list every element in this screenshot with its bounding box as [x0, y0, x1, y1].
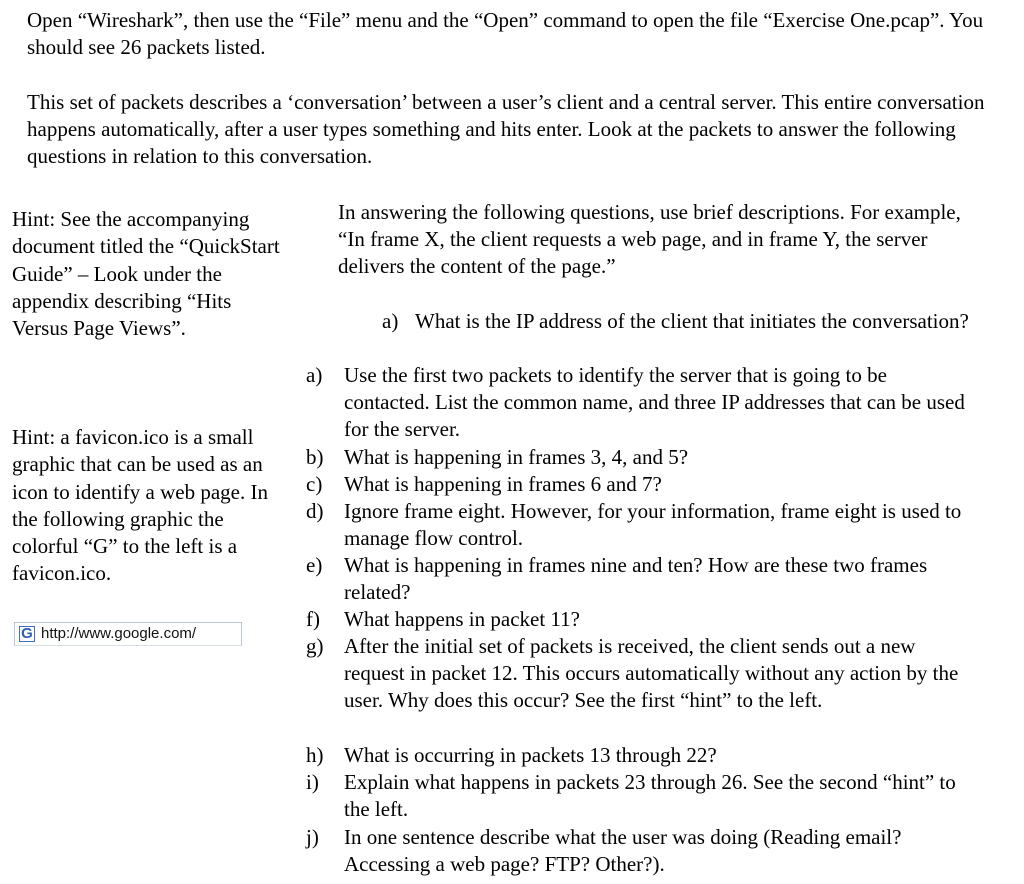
question-label: j)	[306, 825, 319, 849]
intro-paragraph-open-file: Open “Wireshark”, then use the “File” menu and the “Open” command to open the file “Exercise One.pcap”. You should see 26 packets listed.	[27, 8, 984, 59]
question-label: a)	[306, 363, 323, 387]
question-text: What is the IP address of the client that initiates the conversation?	[415, 309, 969, 333]
question-text: What is happening in frames 6 and 7?	[344, 472, 662, 496]
address-bar-url: http://www.google.com/	[41, 625, 197, 642]
question-text: Use the first two packets to identify the server that is going to be contacted. List the common name, and three IP addresses that can be used for the server.	[344, 363, 965, 441]
question-text: What is happening in frames nine and ten? How are these two frames related?	[344, 553, 928, 604]
question-label: i)	[306, 770, 319, 794]
question-label: g)	[306, 634, 324, 658]
question-label: h)	[306, 743, 324, 767]
question-text: Explain what happens in packets 23 through 26. See the second “hint” to the left.	[344, 770, 956, 821]
answer-instructions: In answering the following questions, use brief descriptions. For example, “In frame X, the client requests a web page, and in frame Y, the server delivers the content of the page.”	[338, 200, 961, 278]
question-label: a)	[382, 309, 399, 333]
question-text: Ignore frame eight. However, for your information, frame eight is used to manage flow control.	[344, 499, 962, 550]
question-label: e)	[306, 553, 323, 577]
hint-quickstart: Hint: See the accompanying document titled the “QuickStart Guide” – Look under the appendix describing “Hits Versus Page Views”.	[12, 207, 280, 341]
question-label: f)	[306, 607, 320, 631]
question-text: After the initial set of packets is received, the client sends out a new request in packet 12. This occurs automatically without any action by the user. Why does this occur? See the first “hint” to the left.	[344, 634, 959, 712]
question-text: What happens in packet 11?	[344, 607, 580, 631]
question-label: c)	[306, 472, 323, 496]
question-label: b)	[306, 445, 324, 469]
question-text: What is occurring in packets 13 through 22?	[344, 743, 717, 767]
intro-paragraph-conversation: This set of packets describes a ‘conversation’ between a user’s client and a central server. This entire conversation happens automatically, after a user types something and hits enter. Look at the packets to answer the following questions in relation to this conversation.	[27, 90, 985, 168]
question-label: d)	[306, 499, 324, 523]
hint-favicon: Hint: a favicon.ico is a small graphic that can be used as an icon to identify a web page. In the following graphic the colorful “G” to the left is a favicon.ico.	[12, 425, 268, 586]
question-text: In one sentence describe what the user was doing (Reading email? Accessing a web page? FTP? Other?).	[344, 825, 902, 876]
browser-address-bar	[14, 622, 242, 646]
google-g-favicon-icon: G	[19, 626, 35, 642]
question-text: What is happening in frames 3, 4, and 5?	[344, 445, 689, 469]
